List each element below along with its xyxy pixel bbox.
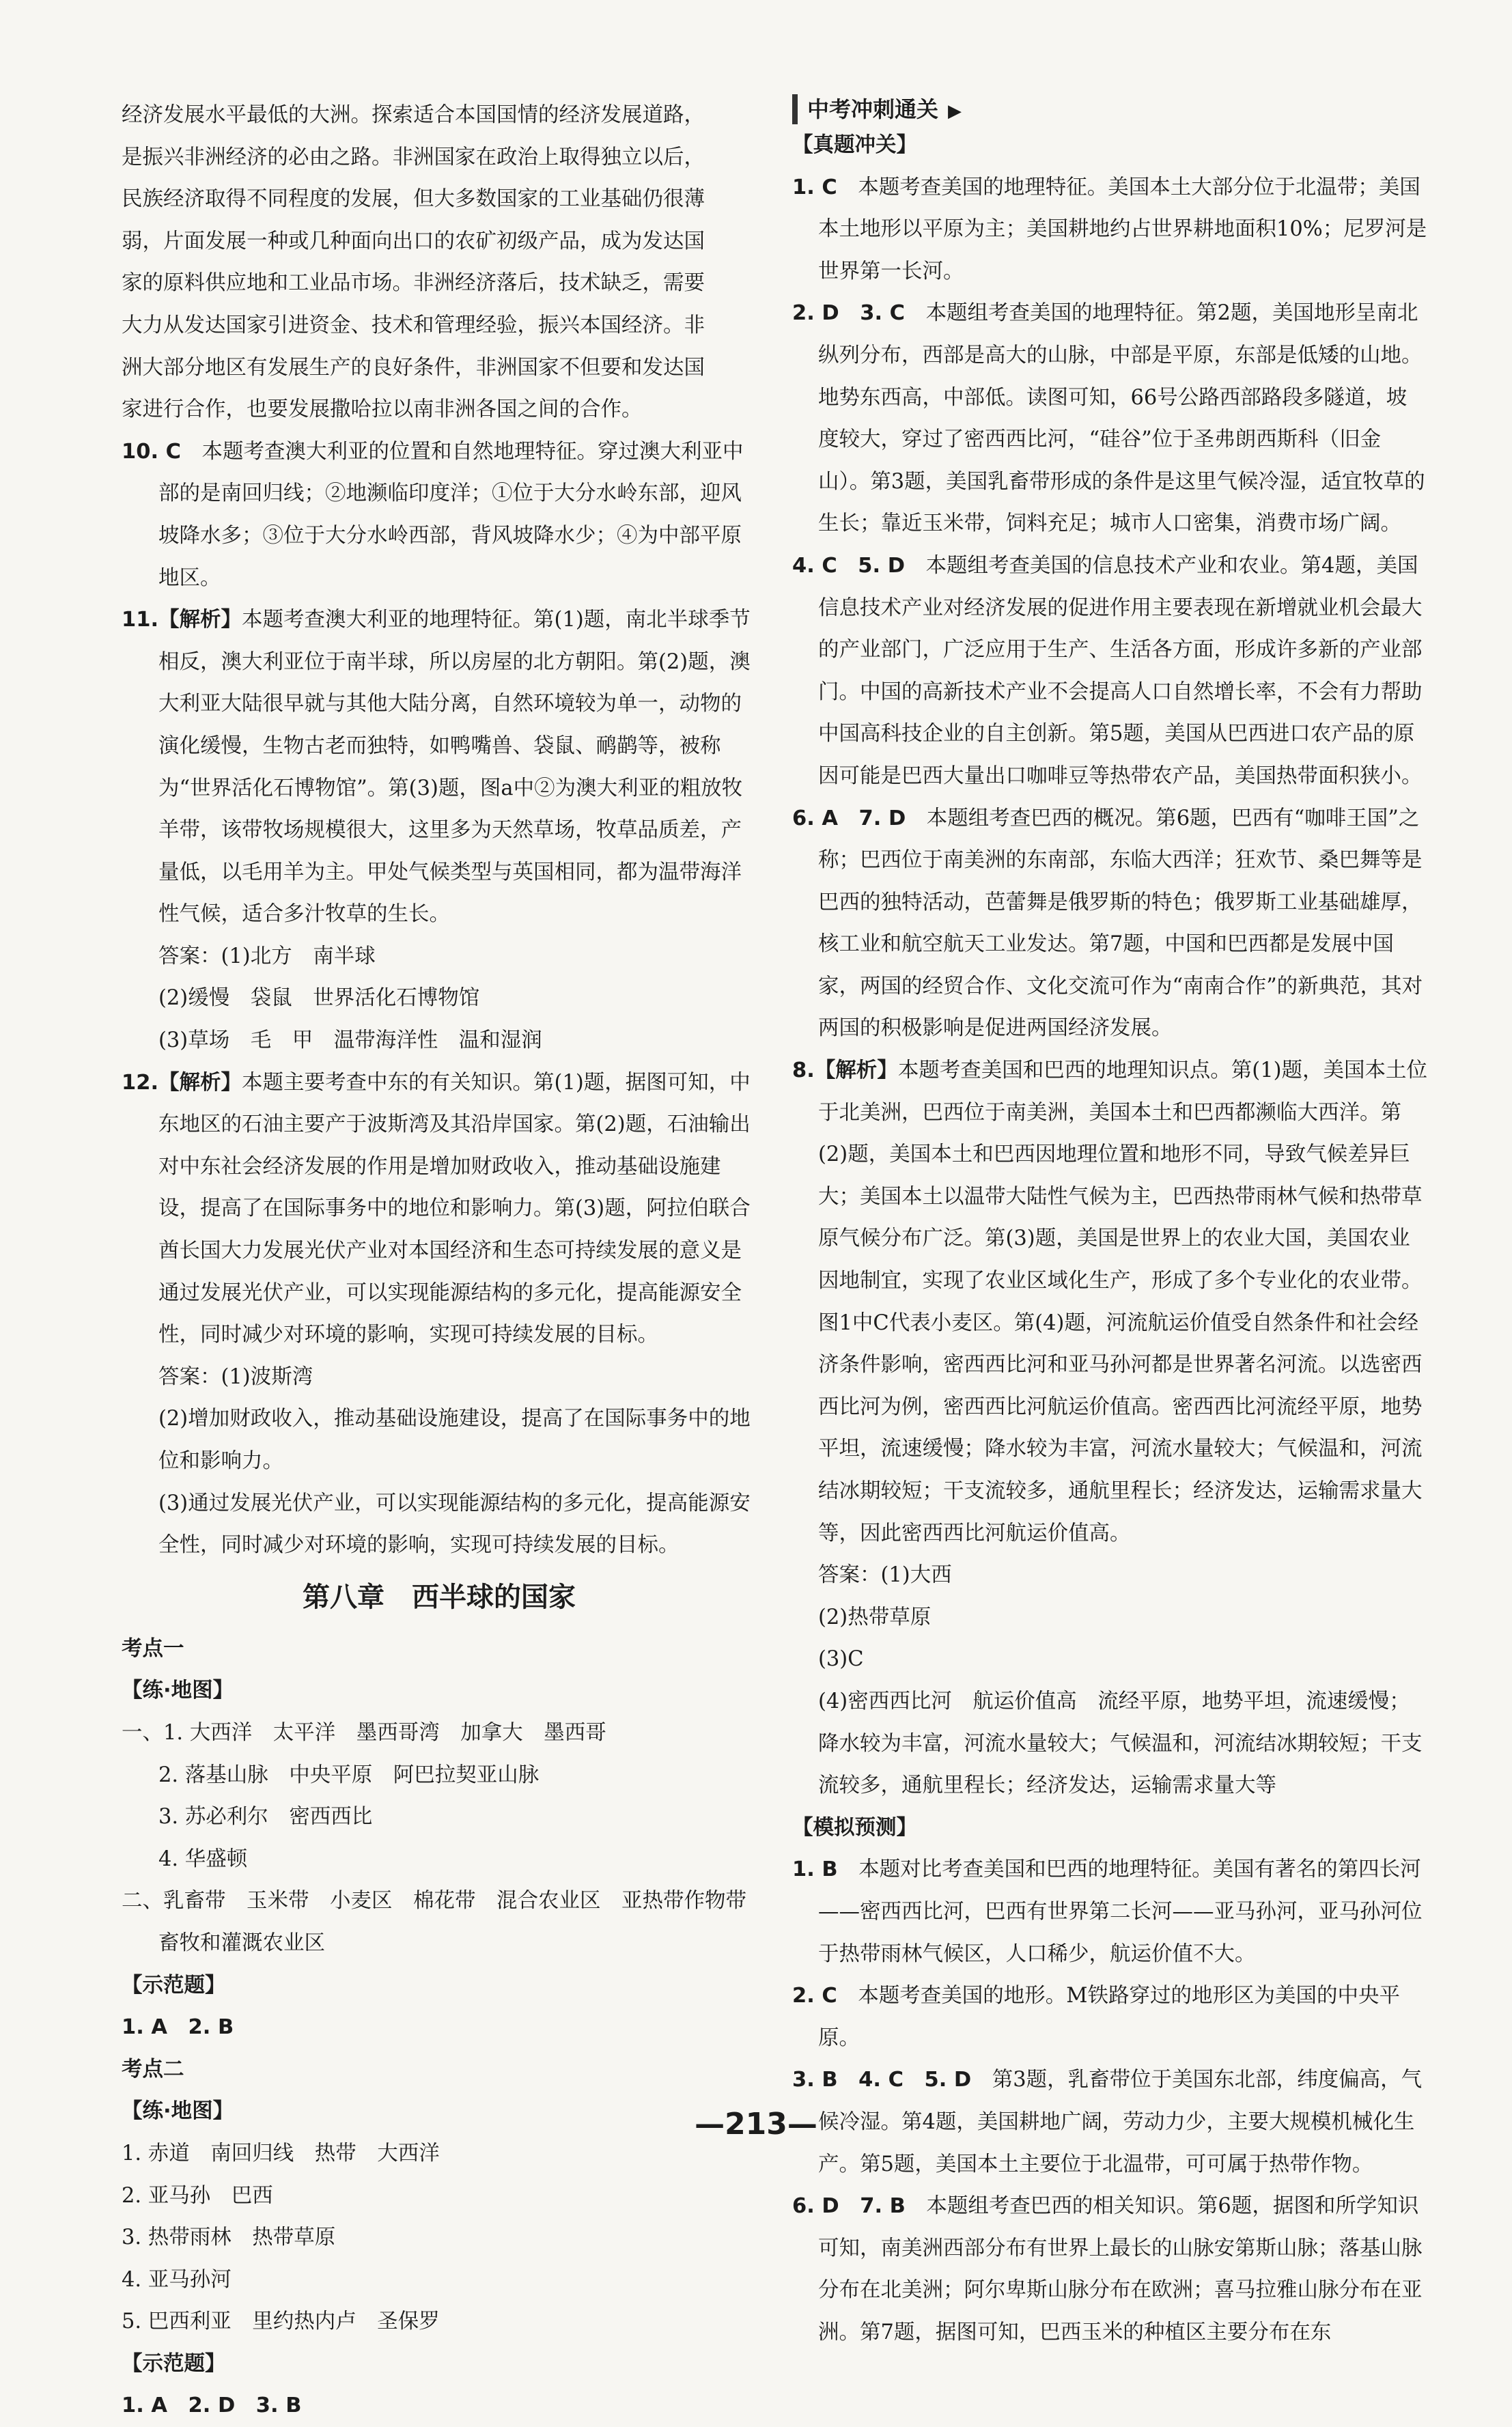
map-answer-line: 二、乳畜带 玉米带 小麦区 棉花带 混合农业区 亚热带作物带 畜牧和灌溉农业区 (122, 1889, 768, 1955)
question-text: 本题考查澳大利亚的地理特征。第(1)题，南北半球季节相反，澳大利亚位于南半球，所以房屋的北方朝阳。第(2)题，澳大利亚大陆很早就与其他大陆分离，自然环境较为单一，动物的演化缓慢，生物古老而独特，如鸭嘴兽、袋鼠、鸸鹋等，被称为“世界活化石博物馆”。第(3)题，图a中②为澳大利亚的粗放牧羊带，该带牧场规模很大，这里多为天然草场，牧草品质差，产量低，以毛用羊为主。甲处气候类型与英国相同，都为温带海洋性气候，适合多汁牧草的生长。 (158, 608, 751, 927)
intro-paragraph (122, 94, 757, 431)
mock-heading: 【模拟预测】 (792, 1815, 917, 1840)
mock-item (792, 1849, 1427, 1975)
item-text: 本题考查美国的地形。M铁路穿过的地形区为美国的中央平原。 (818, 1984, 1401, 2050)
demo-heading: 【示范题】 (122, 2351, 226, 2376)
answer-line: 答案：(1)北方 南半球 (158, 944, 376, 968)
item-text: 第3题，乳畜带位于美国东北部，纬度偏高，气候冷湿。第4题，美国耕地广阔，劳动力少，主要大规模机械化生产。第5题，美国本土主要位于北温带，可可属于热带作物。 (818, 2068, 1423, 2176)
answer-line: (2)增加财政收入，推动基础设施建设，提高了在国际事务中的地位和影响力。 (158, 1407, 751, 1473)
answer-line: (2)缓慢 袋鼠 世界活化石博物馆 (158, 986, 480, 1011)
answer-line: (2)热带草原 (818, 1605, 932, 1629)
analysis-tag: 【解析】 (814, 1058, 898, 1083)
practice-map-heading: 【练·地图】 (122, 2099, 234, 2124)
item-number: 1. C (792, 175, 837, 199)
text-line: 家的原料供应地和工业品市场。非洲经济落后，技术缺乏，需要 (122, 271, 705, 296)
text-line: 民族经济取得不同程度的发展，但大多数国家的工业基础仍很薄 (122, 187, 705, 212)
text-line: 弱，片面发展一种或几种面向出口的农矿初级产品，成为发达国 (122, 229, 705, 253)
text-line: 大力从发达国家引进资金、技术和管理经验，振兴本国经济。非 (122, 313, 705, 337)
item-text: 本题组考查巴西的相关知识。第6题，据图和所学知识可知，南美洲西部分布有世界上最长的山脉安第斯山脉；落基山脉分布在北美洲；阿尔卑斯山脉分布在欧洲；喜马拉雅山脉分布在亚洲。第7题，据图可知，巴西玉米的种植区主要分布在东 (818, 2194, 1423, 2344)
question-12 (122, 1062, 757, 1356)
text-line: 洲大部分地区有发展生产的良好条件，非洲国家不但要和发达国 (122, 355, 705, 380)
question-11 (122, 599, 757, 936)
answer-block (122, 1356, 757, 1567)
real-exam-heading: 【真题冲关】 (792, 133, 917, 157)
answer-line: (3)C (818, 1647, 864, 1672)
map-answer-line: 4. 亚马孙河 (122, 2267, 232, 2292)
section-title: 中考冲刺通关 (807, 96, 939, 122)
text-line: 经济发展水平最低的大洲。探索适合本国国情的经济发展道路， (122, 103, 705, 127)
question-8 (792, 1050, 1427, 1554)
question-10 (122, 431, 757, 599)
map-answer-line: 1. 赤道 南回归线 热带 大西洋 (122, 2141, 440, 2165)
map-answer-line: 5. 巴西利亚 里约热内卢 圣保罗 (122, 2310, 440, 2334)
text-line: 是振兴非洲经济的必由之路。非洲国家在政治上取得独立以后， (122, 145, 705, 169)
demo-heading: 【示范题】 (122, 1973, 226, 1997)
demo-answers: 1. A 2. B (122, 2015, 234, 2040)
exam-item (792, 545, 1427, 798)
question-text: 本题考查美国和巴西的地理知识点。第(1)题，美国本土位于北美洲，巴西位于南美洲，美国本土和巴西都濒临大西洋。第(2)题，美国本土和巴西因地理位置和地形不同，导致气候差异巨大；美国本土以温带大陆性气候为主，巴西热带雨林气候和热带草原气候分布广泛。第(3)题，美国是世界上的农业大国，美国农业因地制宜，实现了农业区域化生产，形成了多个专业化的农业带。图1中C代表小麦区。第(4)题，河流航运价值受自然条件和社会经济条件影响，密西西比河和亚马孙河都是世界著名河流。以选密西西比河为例，密西西比河航运价值高。密西西比河流经平原，地势平坦，流速缓慢；降水较为丰富，河流水量较大；气候温和，河流结冰期较短；干支流较多，通航里程长；经济发达，运输需求量大等，因此密西西比河航运价值高。 (818, 1058, 1428, 1545)
item-text: 本题组考查美国的地理特征。第2题，美国地形呈南北纵列分布，西部是高大的山脉，中部是平原，东部是低矮的山地。地势东西高，中部低。读图可知，66号公路西部路段多隧道，坡度较大，穿过了密西西比河，“硅谷”位于圣弗朗西斯科（旧金山）。第3题，美国乳畜带形成的条件是这里气候冷湿，适宜牧草的生长；靠近玉米带，饲料充足；城市人口密集，消费市场广阔。 (818, 301, 1425, 536)
answer-block (792, 1554, 1427, 1807)
item-text: 本题对比考查美国和巴西的地理特征。美国有著名的第四长河——密西西比河，巴西有世界第二长河——亚马孙河，亚马孙河位于热带雨林气候区，人口稀少，航运价值不大。 (818, 1857, 1423, 1966)
item-text: 本题组考查美国的信息技术产业和农业。第4题，美国信息技术产业对经济发展的促进作用主要表现在新增就业机会最大的产业部门，广泛应用于生产、生活各方面，形成许多新的产业部门。中国的高新技术产业不会提高人口自然增长率，不会有力帮助中国高科技企业的自主创新。第5题，美国从巴西进口农产品的原因可能是巴西大量出口咖啡豆等热带农产品，美国热带面积狭小。 (818, 553, 1423, 788)
question-number: 10. C (122, 439, 182, 464)
item-text: 本题考查美国的地理特征。美国本土大部分位于北温带；美国本土地形以平原为主；美国耕地约占世界耕地面积10%；尼罗河是世界第一长河。 (818, 175, 1427, 283)
analysis-tag: 【解析】 (158, 1070, 242, 1095)
mock-item (792, 2185, 1427, 2353)
map-answer-line: 4. 华盛顿 (158, 1847, 248, 1871)
item-text: 本题组考查巴西的概况。第6题，巴西有“咖啡王国”之称；巴西位于南美洲的东南部，东临大西洋；狂欢节、桑巴舞等是巴西的独特活动，芭蕾舞是俄罗斯的特色；俄罗斯工业基础雄厚，核工业和航空航天工业发达。第7题，中国和巴西都是发展中国家，两国的经贸合作、文化交流可作为“南南合作”的新典范，其对两国的积极影响是促进两国经济发展。 (818, 806, 1423, 1041)
answer-block (122, 936, 757, 1062)
question-number: 8. (792, 1058, 815, 1083)
map-answer-line: 一、1. 大西洋 太平洋 墨西哥湾 加拿大 墨西哥 (122, 1720, 606, 1745)
item-number: 1. B (792, 1857, 838, 1882)
demo-answers: 1. A 2. D 3. B (122, 2394, 302, 2418)
section-heading (792, 94, 1427, 124)
kaodian-1-heading: 考点一 (122, 1636, 184, 1661)
answer-line: 答案：(1)波斯湾 (158, 1364, 313, 1389)
item-number: 2. C (792, 1984, 837, 2008)
question-text: 本题考查澳大利亚的位置和自然地理特征。穿过澳大利亚中部的是南回归线；②地濒临印度洋；①位于大分水岭东部，迎风坡降水多；③位于大分水岭西部，背风坡降水少；④为中部平原地区。 (158, 439, 744, 590)
map-answer-line: 3. 热带雨林 热带草原 (122, 2226, 336, 2250)
question-number: 11. (122, 608, 159, 632)
answer-line: 答案：(1)大西 (818, 1563, 952, 1588)
practice-map-heading: 【练·地图】 (122, 1679, 234, 1703)
item-number: 6. A 7. D (792, 806, 906, 830)
analysis-tag: 【解析】 (158, 608, 242, 632)
kaodian-2-heading: 考点二 (122, 2057, 184, 2081)
item-number: 4. C 5. D (792, 553, 906, 578)
exam-item (792, 292, 1427, 545)
question-text: 本题主要考查中东的有关知识。第(1)题，据图可知，中东地区的石油主要产于波斯湾及其沿岸国家。第(2)题，石油输出对中东社会经济发展的作用是增加财政收入，推动基础设施建设，提高了在国际事务中的地位和影响力。第(3)题，阿拉伯联合酋长国大力发展光伏产业对本国经济和生态可持续发展的意义是通过发展光伏产业，可以实现能源结构的多元化，提高能源安全性，同时减少对环境的影响，实现可持续发展的目标。 (158, 1070, 751, 1347)
mock-item (792, 1975, 1427, 2059)
page-number: —213— (695, 2107, 817, 2142)
text-line: 家进行合作，也要发展撒哈拉以南非洲各国之间的合作。 (122, 397, 643, 422)
exam-item (792, 167, 1427, 293)
chapter-title: 第八章 西半球的国家 (303, 1581, 576, 1613)
exam-item (792, 798, 1427, 1050)
item-number: 2. D 3. C (792, 301, 906, 326)
map-answer-line: 2. 亚马孙 巴西 (122, 2183, 273, 2208)
left-column (122, 94, 768, 2427)
question-number: 12. (122, 1070, 159, 1095)
answer-line: (3)草场 毛 甲 温带海洋性 温和湿润 (158, 1028, 542, 1053)
arrow-icon: ▶ (948, 101, 962, 122)
answer-line: (4)密西西比河 航运价值高 流经平原，地势平坦，流速缓慢；降水较为丰富，河流水量较大；气候温和，河流结冰期较短；干支流较多，通航里程长；经济发达，运输需求量大等 (818, 1689, 1423, 1798)
right-column (792, 94, 1427, 2353)
item-number: 6. D 7. B (792, 2194, 906, 2219)
map-answer-line: 3. 苏必利尔 密西西比 (158, 1805, 373, 1829)
answer-line: (3)通过发展光伏产业，可以实现能源结构的多元化，提高能源安全性，同时减少对环境的影响，实现可持续发展的目标。 (158, 1491, 751, 1558)
item-number: 3. B 4. C 5. D (792, 2068, 972, 2092)
map-answer-line: 2. 落基山脉 中央平原 阿巴拉契亚山脉 (158, 1763, 540, 1787)
